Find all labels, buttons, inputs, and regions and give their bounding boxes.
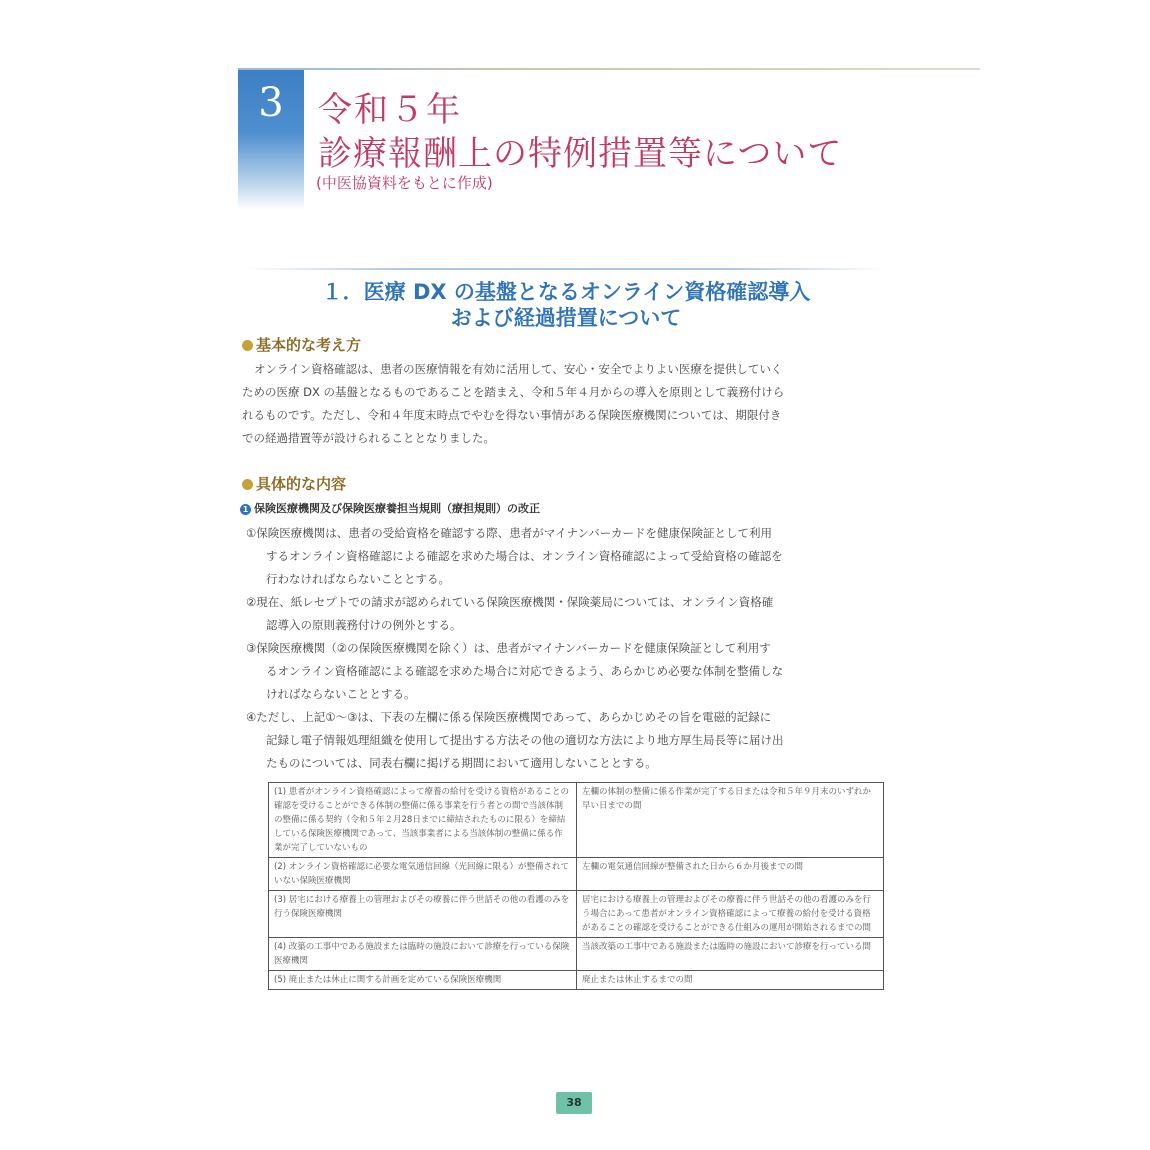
rule-line: ④ただし、上記①～③は、下表の左欄に係る保険医療機関であって、あらかじめその旨を電磁的記録に bbox=[246, 710, 772, 724]
rule-line: 記録し電子情報処理組織を使用して提出する方法その他の適切な方法により地方厚生局長等に届け出 bbox=[266, 733, 784, 747]
rule-line: ①保険医療機関は、患者の受給資格を確認する際、患者がマイナンバーカードを健康保険証として利用 bbox=[246, 526, 772, 540]
table-cell-condition: (4) 改築の工事中である施設または臨時の施設において診療を行っている保険医療機関 bbox=[269, 938, 577, 971]
details-heading bbox=[242, 473, 346, 494]
item-heading bbox=[240, 500, 540, 516]
basic-heading bbox=[242, 334, 361, 355]
section-title-line2: および経過措置について bbox=[450, 306, 682, 330]
exception-table bbox=[268, 782, 884, 990]
chapter-number: 3 bbox=[258, 80, 284, 126]
section-title-line1: １．医療 DX の基盤となるオンライン資格確認導入 bbox=[321, 280, 811, 304]
rule-line: 行わなければならないこととする。 bbox=[266, 572, 450, 586]
table-row bbox=[269, 891, 884, 938]
section-rule bbox=[246, 268, 886, 270]
page-number: 38 bbox=[556, 1092, 592, 1114]
table-cell-condition: (5) 廃止または休止に関する計画を定めている保険医療機関 bbox=[269, 971, 577, 990]
rule-line: するオンライン資格確認による確認を求めた場合は、オンライン資格確認によって受給資格の確認を bbox=[266, 549, 783, 563]
chapter-subtitle: (中医協資料をもとに作成) bbox=[316, 174, 493, 192]
paragraph-line: ための医療 DX の基盤となるものであることを踏まえ、令和５年４月からの導入を原則として義務付けら bbox=[242, 385, 785, 399]
details-heading-text: 具体的な内容 bbox=[256, 475, 347, 493]
table-row bbox=[269, 938, 884, 971]
basic-heading-text: 基本的な考え方 bbox=[256, 336, 362, 354]
item-number-icon: 1 bbox=[240, 504, 251, 515]
header-rule bbox=[238, 68, 980, 70]
chapter-title-line2: 診療報酬上の特例措置等について bbox=[318, 134, 843, 174]
table-cell-condition: (3) 居宅における療養上の管理およびその療養に伴う世話その他の看護のみを行う保険医療機関 bbox=[269, 891, 577, 938]
paragraph-line: れるものです。ただし、令和４年度末時点でやむを得ない事情がある保険医療機関については、期限付き bbox=[242, 408, 782, 422]
item-title: 保険医療機関及び保険医療養担当規則（療担規則）の改正 bbox=[254, 502, 540, 515]
table-cell-condition: (2) オンライン資格確認に必要な電気通信回線（光回線に限る）が整備されていない保険医療機関 bbox=[269, 858, 577, 891]
table-cell-condition: (1) 患者がオンライン資格確認によって療養の給付を受ける資格があることの確認を受けることができる体制の整備に係る事業を行う者との間で当該体制の整備に係る契約（令和５年２月28日までに締結されたものに限る）を締結している保険医療機関であって、当該事業者による当該体制の整備に係る作業が完了していないもの bbox=[269, 783, 577, 858]
rule-line: るオンライン資格確認による確認を求めた場合に対応できるよう、あらかじめ必要な体制を整備しな bbox=[266, 664, 784, 678]
rule-line: ③保険医療機関（②の保険医療機関を除く）は、患者がマイナンバーカードを健康保険証として利用す bbox=[246, 641, 771, 655]
bullet-dot-icon bbox=[242, 340, 253, 351]
table-cell-period: 居宅における療養上の管理およびその療養に伴う世話その他の看護のみを行う場合にあって患者がオンライン資格確認によって療養の給付を受ける資格があることの確認を受けることができる仕組みの運用が開始されるまでの間 bbox=[577, 891, 884, 938]
table-cell-period: 左欄の電気通信回線が整備された日から６か月後までの間 bbox=[577, 858, 884, 891]
rules-list bbox=[246, 522, 886, 775]
paragraph-line: での経過措置等が設けられることとなりました。 bbox=[242, 431, 495, 445]
table-row bbox=[269, 971, 884, 990]
bullet-dot-icon bbox=[242, 479, 253, 490]
rule-line: たものについては、同表右欄に掲げる期間において適用しないこととする。 bbox=[266, 756, 657, 770]
table-cell-period: 左欄の体制の整備に係る作業が完了する日または令和５年９月末のいずれか早い日までの間 bbox=[577, 783, 884, 858]
table-row bbox=[269, 858, 884, 891]
table-row bbox=[269, 783, 884, 858]
table-cell-period: 当該改築の工事中である施設または臨時の施設において診療を行っている間 bbox=[577, 938, 884, 971]
rule-line: ければならないこととする。 bbox=[266, 687, 416, 701]
paragraph-line: オンライン資格確認は、患者の医療情報を有効に活用して、安心・安全でよりよい医療を提供していく bbox=[254, 362, 783, 376]
rule-line: ②現在、紙レセプトでの請求が認められている保険医療機関・保険薬局については、オンライン資格確 bbox=[246, 595, 774, 609]
basic-paragraph bbox=[242, 358, 884, 450]
rule-line: 認導入の原則義務付けの例外とする。 bbox=[266, 618, 462, 632]
chapter-title-line1: 令和５年 bbox=[318, 90, 462, 130]
table-cell-period: 廃止または休止するまでの間 bbox=[577, 971, 884, 990]
